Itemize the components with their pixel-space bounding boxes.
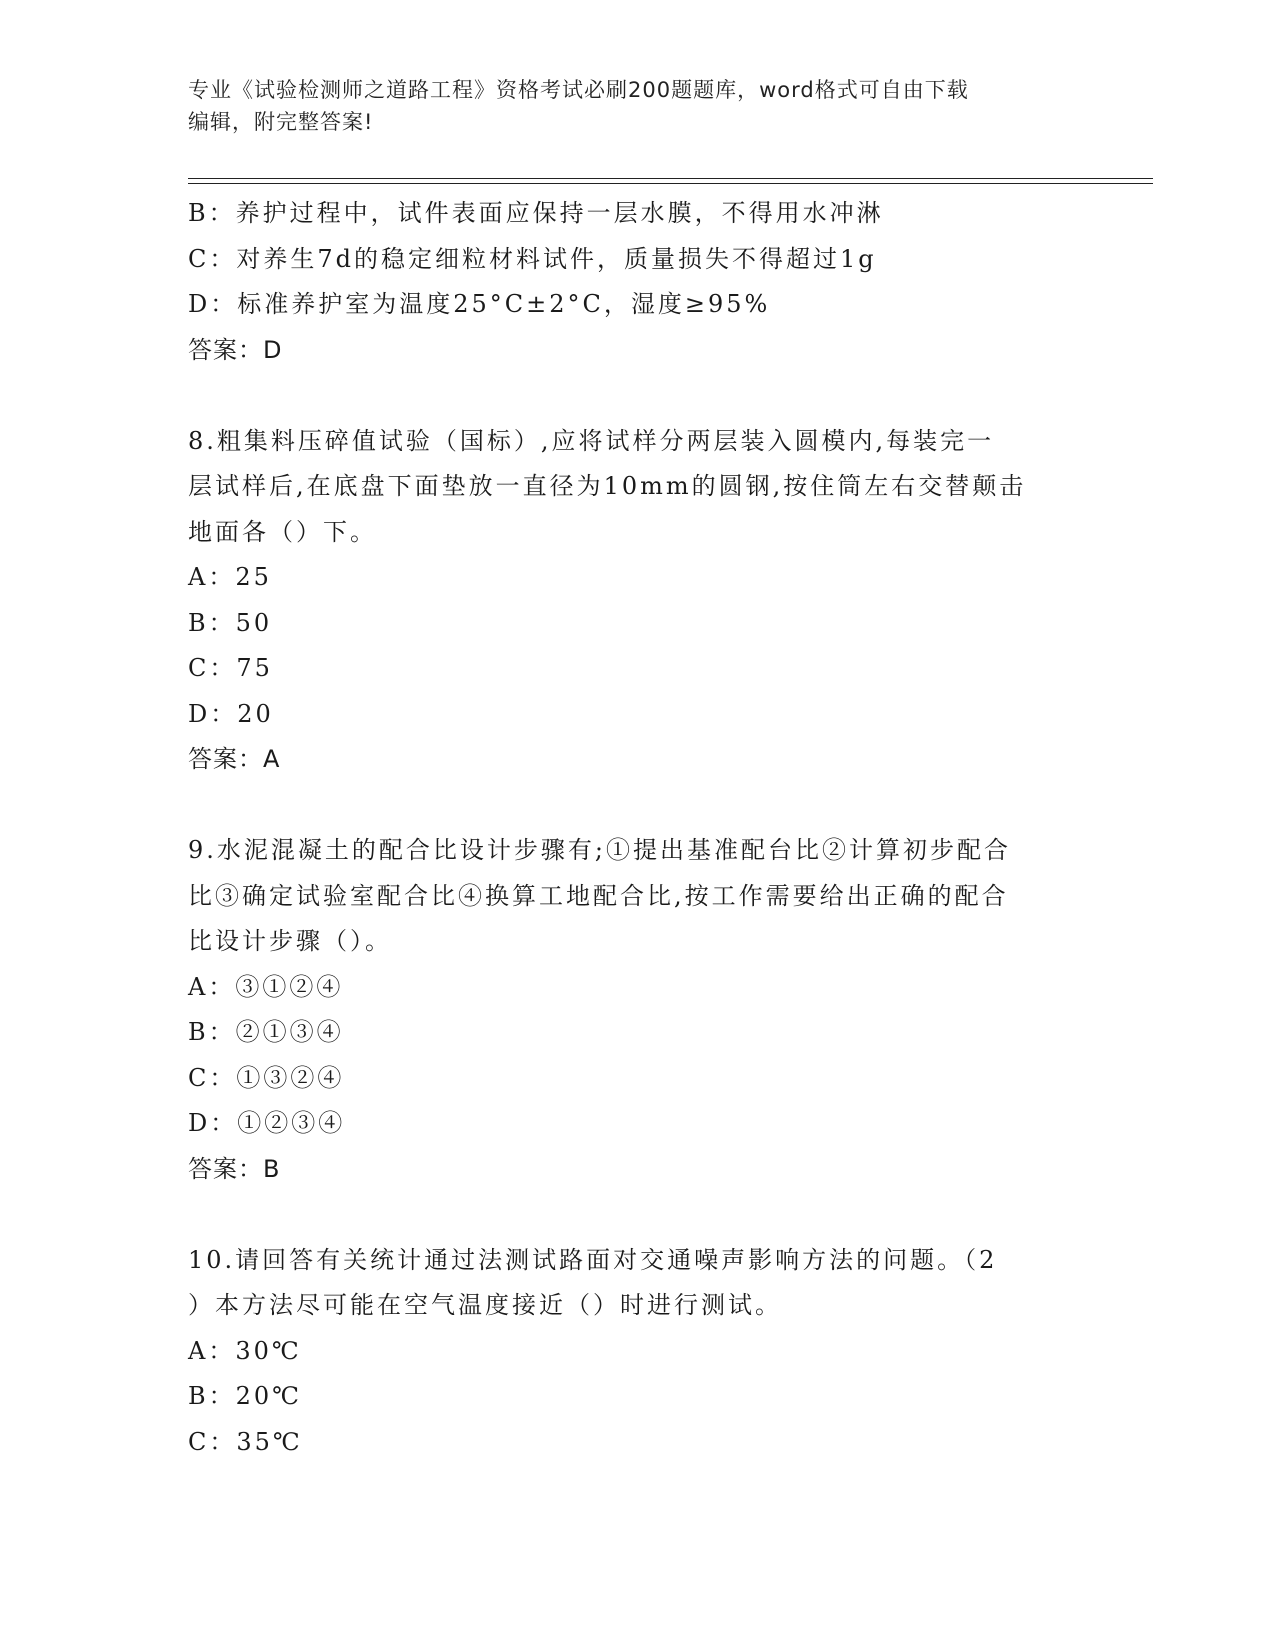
option-a: A：30℃ <box>188 1336 302 1365</box>
option-c: C：对养生7d的稳定细粒材料试件，质量损失不得超过1g <box>188 244 877 273</box>
option-b: B：20℃ <box>188 1382 303 1410</box>
answer-line: 答案：D <box>188 335 283 364</box>
question-text-line: 层试样后,在底盘下面垫放一直径为10mm的圆钢,按住筒左右交替颠击 <box>188 472 1027 500</box>
header-title-line1: 专业《试验检测师之道路工程》资格考试必刷200题题库，word格式可自由下载 <box>188 78 969 102</box>
option-a: A：③①②④ <box>188 972 344 1001</box>
header-title-line2: 编辑，附完整答案! <box>188 110 374 134</box>
header-divider-top <box>188 178 1153 179</box>
question-text-line: 10.请回答有关统计通过法测试路面对交通噪声影响方法的问题。（2 <box>188 1245 998 1274</box>
question-text-line: 9.水泥混凝土的配合比设计步骤有;①提出基准配台比②计算初步配合 <box>188 836 1011 864</box>
option-c: C：75 <box>188 654 273 682</box>
option-b: B：②①③④ <box>188 1018 344 1046</box>
document-header <box>188 74 1068 138</box>
question-text-line: 比③确定试验室配合比④换算工地配合比,按工作需要给出正确的配合 <box>188 881 1009 910</box>
prev-question <box>188 191 1088 373</box>
question-10 <box>188 1238 1088 1466</box>
question-text-line: ）本方法尽可能在空气温度接近（）时进行测试。 <box>188 1291 782 1319</box>
question-9 <box>188 828 1088 1192</box>
question-text-line: 地面各（）下。 <box>188 517 377 546</box>
option-a: A：25 <box>188 563 272 591</box>
question-8 <box>188 419 1088 783</box>
spacer <box>188 783 1088 829</box>
answer-line: 答案：B <box>188 1154 281 1183</box>
spacer <box>188 1192 1088 1238</box>
document-body <box>188 191 1088 1465</box>
option-c: C：35℃ <box>188 1427 303 1456</box>
spacer <box>188 373 1088 419</box>
option-c: C：①③②④ <box>188 1063 345 1092</box>
option-d: D：①②③④ <box>188 1109 346 1137</box>
header-divider-bottom <box>188 183 1153 184</box>
option-b: B：养护过程中，试件表面应保持一层水膜，不得用水冲淋 <box>188 199 884 227</box>
option-d: D：20 <box>188 699 274 728</box>
answer-line: 答案：A <box>188 745 281 773</box>
question-text-line: 比设计步骤（）。 <box>188 927 392 955</box>
option-b: B：50 <box>188 608 273 637</box>
question-text-line: 8.粗集料压碎值试验（国标）,应将试样分两层装入圆模内,每装完一 <box>188 426 995 455</box>
option-d: D：标准养护室为温度25°C±2°C，湿度≥95% <box>188 290 771 318</box>
